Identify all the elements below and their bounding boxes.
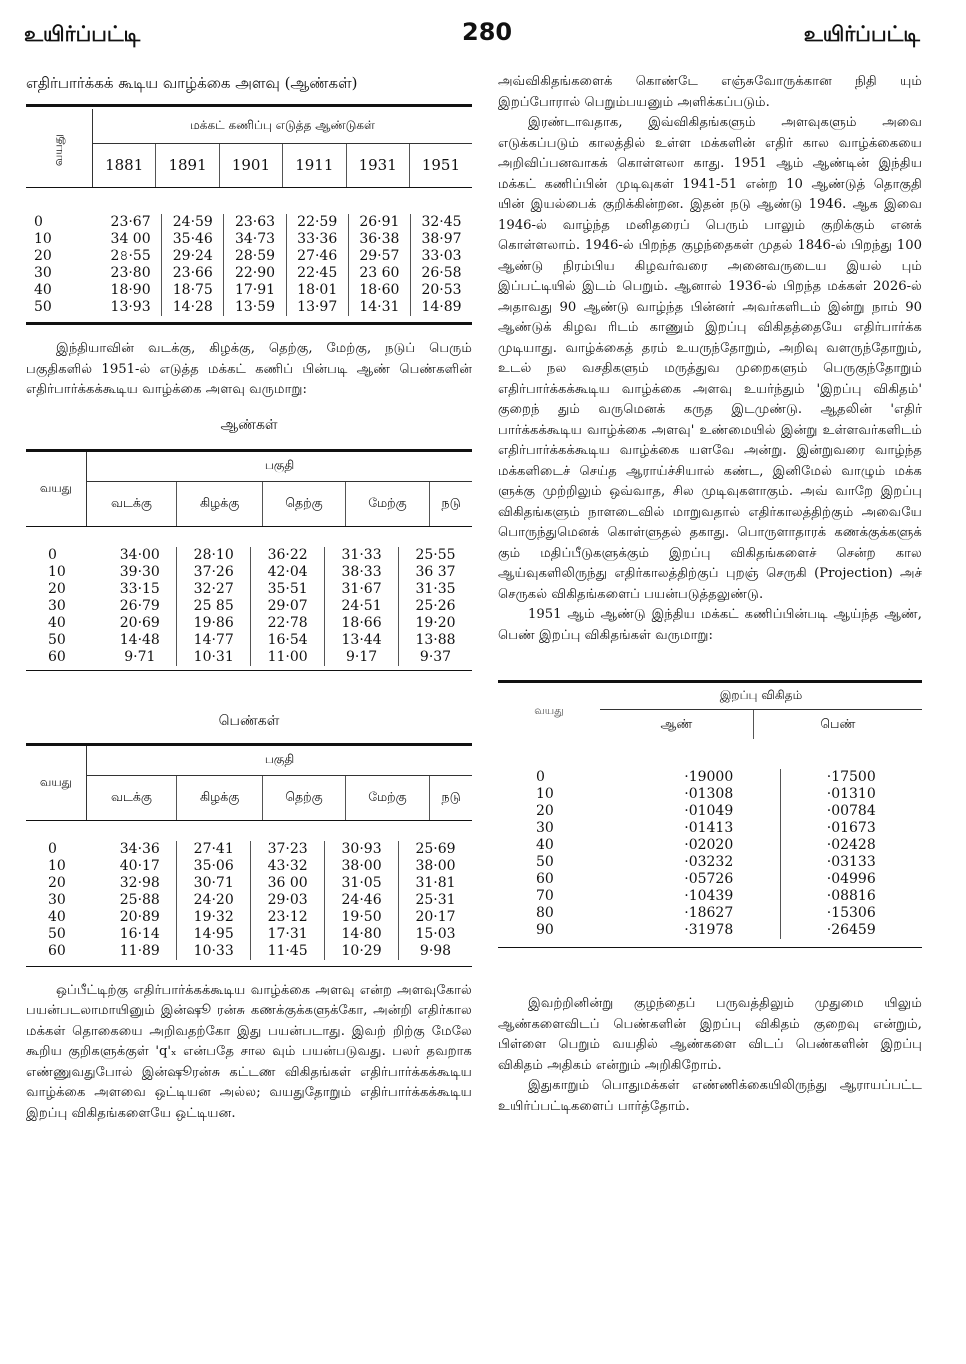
table1-age-label: வயது xyxy=(51,133,65,167)
paragraph-second: இரண்டாவதாக, இவ்விகிதங்களும் அளவுகளும் அவை எடுக்கப்படும் காலத்தில் உள்ள மக்களின் எதிர் கால வாழ்க்கையை அறிவிப்பனவாகக் கொள்ளலா காது. 1951 ஆம் ஆண்டின் இந்திய மக்கட் கணிப்பின் முடிவுகள் 1941-51 என்ற 10 ஆண்டுத் தொகுதி யின் இயல்பைக் குறிக்கின்றன. இதன் நடு ஆண்டு 1946. ஆக இவை 1946-ல் வாழ்ந்த மனிதரைப் பெரும் பாலும் குறிக்கும் எனக் கொள்ளலாம். 1946-ல் பிறந்த குழந்தைகள் முதல் 1846-ல் பிறந்து 100 ஆண்டு நிரம்பிய கிழவர்வரை அனைவருடைய இயல் பும் இப்பட்டியில் இடம் பெறும். ஆனால் 1936-ல் பிறந்த மக்கள் 2026-ல் அதாவது 90 ஆண்டு வாழ்ந்த பின்னர் அவர்களிடம் இன்று நாம் 90 ஆண்டுக் கிழவ ரிடம் காணும் இறப்பு விகிதத்தையே எதிர்பார்க்க முடியாது. வாழ்க்கைத் தரம் உயருந்தோறும், அறிவு வளருந்தோறும், உடல் நல வசதிகளும் மருத்துவ முறைகளும் பெருகுந்தோறும் எதிர்பார்க்கக்கூடிய வாழ்க்கை அளவு உயர்ந்தும் 'இறப்பு விகிதம்' குறைந் தும் வருமெனக் கருத இடமுண்டு. ஆதலின் 'எதிர் பார்க்கக்கூடிய வாழ்க்கை அளவு' உண்மையில் இன்று உள்ளவர்களிடம் எதிர்பார்க்கக்கூடிய வாழ்க்கை யளவே அன்று. இன்றுவரை வாழ்ந்த மக்களிடைச் செய்த ஆராய்ச்சியால் கண்ட, இனிமேல் வாழும் மக்க ளுக்கு முற்றிலும் ஒவ்வாத, சில முடிவுகளாகும். அவ் வாறே இறப்பு விகிதங்களும் நாளடைவில் மாறுவதால் எதிர்காலத்திற்கும் அவையே பொருந்துமெனக் கொள்ளுதல் தகாது. பொருளாதாரக் கணக்குக்களுக் கும் மதிப்பீடுகளுக்கும் இறப்பு விகிதங்களைச் சென்ற கால ஆய்வுகளிலிருந்து எதிர்காலத்திற்குப் புறஞ் செருகி (Projection) அச் செருகல் விகிதங்களைப் பயன்படுத்தலுண்டு. xyxy=(498,115,922,602)
table1-cell: 35·46 xyxy=(162,231,224,248)
table3-cell: 10·33 xyxy=(177,943,251,960)
table2-cell: 31·35 xyxy=(399,581,472,598)
running-header-right: உயிர்ப்பட்டி xyxy=(803,22,920,46)
table3-cell: 43·32 xyxy=(251,858,325,875)
table1-cell: 20·53 xyxy=(411,282,472,299)
table1-age: 0 xyxy=(34,214,43,230)
table3-cell: 14·80 xyxy=(325,926,399,943)
table3-row xyxy=(26,858,472,875)
table3-cell: 20·17 xyxy=(399,909,472,926)
table4-cell: ·02020 xyxy=(684,837,734,853)
table3-cell: 35·06 xyxy=(177,858,251,875)
running-header-left: உயிர்ப்பட்டி xyxy=(24,22,141,46)
table4-row xyxy=(498,871,922,888)
table4-row xyxy=(498,922,922,939)
table2-age: 30 xyxy=(48,597,66,614)
table4-cell: ·01673 xyxy=(780,820,922,837)
table2-row xyxy=(26,581,472,598)
table3-row xyxy=(26,926,472,943)
table3-cell: 19·32 xyxy=(177,909,251,926)
table1-cell: 22·45 xyxy=(286,265,348,282)
table3-region-header: தெற்கு xyxy=(263,776,345,820)
table1-cell: 29·24 xyxy=(162,248,224,265)
table4-row xyxy=(498,769,922,786)
table2-cell: 24·51 xyxy=(325,598,399,615)
table1-cell: 36·38 xyxy=(348,231,410,248)
table1-year-header: 1901 xyxy=(219,143,282,187)
table4-cell: ·01310 xyxy=(780,786,922,803)
table1-cell: 13·97 xyxy=(286,299,348,316)
table3-cell: 9·98 xyxy=(399,943,472,960)
table1-cell: 23·63 xyxy=(224,214,286,231)
table3-age: 30 xyxy=(48,891,66,908)
table3-cell: 11·89 xyxy=(119,942,160,959)
table3-age-label: வயது xyxy=(26,746,87,820)
table2-region-header: மேற்கு xyxy=(345,482,430,526)
page-number: 280 xyxy=(462,18,513,46)
table1-age: 20 xyxy=(34,248,52,264)
table4-age: 60 xyxy=(536,871,554,887)
right-column xyxy=(498,72,922,1117)
table3-cell: 10·29 xyxy=(325,943,399,960)
table2-cell: 36 37 xyxy=(399,564,472,581)
table2-cell: 9·37 xyxy=(399,649,472,666)
table1-year-header: 1891 xyxy=(156,143,219,187)
table3-cell: 36 00 xyxy=(251,875,325,892)
table4-cell: ·26459 xyxy=(780,922,922,939)
table2-body xyxy=(26,547,472,666)
table4-row xyxy=(498,837,922,854)
table3-cell: 25·69 xyxy=(399,841,472,858)
table1-row xyxy=(26,299,472,316)
table3-row xyxy=(26,909,472,926)
paragraph-closing: இதுகாறும் பொதுமக்கள் எண்ணிக்கையிலிருந்து ஆராயப்பட்ட உயிர்ப்பட்டிகளைப் பார்த்தோம். xyxy=(498,1078,922,1114)
table4-cell: ·31978 xyxy=(684,922,734,938)
table2 xyxy=(26,452,472,526)
table3-cell: 38·00 xyxy=(325,858,399,875)
table1-cell: 17·91 xyxy=(224,282,286,299)
table3-age: 0 xyxy=(48,840,57,857)
table3-cell: 38·00 xyxy=(399,858,472,875)
table4-age: 20 xyxy=(536,803,554,819)
table3-age: 10 xyxy=(48,857,66,874)
table3-age: 50 xyxy=(48,925,66,942)
table4-span-label: இறப்பு விகிதம் xyxy=(600,683,922,709)
table1-cell: 27·46 xyxy=(286,248,348,265)
table3-body xyxy=(26,841,472,960)
table2-row xyxy=(26,649,472,666)
table2-region-header: கிழக்கு xyxy=(176,482,262,526)
table1-year-header: 1881 xyxy=(105,156,144,175)
table2-cell: 25 85 xyxy=(177,598,251,615)
table2-cell: 14·77 xyxy=(177,632,251,649)
table1-age: 30 xyxy=(34,265,52,281)
table1-cell: 13·93 xyxy=(110,299,151,315)
table1-year-header: 1931 xyxy=(346,143,409,187)
table1-cell: 23·80 xyxy=(110,265,151,281)
table4-body xyxy=(498,769,922,939)
table2-cell: 10·31 xyxy=(177,649,251,666)
table2-cell: 33·15 xyxy=(119,580,160,597)
table2-cell: 31·67 xyxy=(325,581,399,598)
table1-cell: 2৪·55 xyxy=(110,248,151,264)
table2-subtitle: ஆண்கள் xyxy=(220,416,278,433)
table1-cell: 18·01 xyxy=(286,282,348,299)
table2-cell: 25·26 xyxy=(399,598,472,615)
table2-age: 20 xyxy=(48,580,66,597)
table2-cell: 31·33 xyxy=(325,547,399,564)
table2-cell: 9·71 xyxy=(124,648,156,665)
paragraph-continuation: அவ்விகிதங்களைக் கொண்டே எஞ்சுவோருக்கான நிதி யும் இறப்போரால் பெறும்பயனும் அளிக்கப்படும். xyxy=(498,74,922,110)
table1-cell: 22·90 xyxy=(224,265,286,282)
table4-cell: ·01049 xyxy=(684,803,734,819)
table1-cell: 13·59 xyxy=(224,299,286,316)
table3-cell: 32·98 xyxy=(119,874,160,891)
table2-region-header: நடு xyxy=(430,482,472,526)
table1-title: எதிர்பார்க்கக் கூடிய வாழ்க்கை அளவு (ஆண்கள்) xyxy=(26,74,358,92)
table2-row xyxy=(26,598,472,615)
table3-row xyxy=(26,892,472,909)
table2-row xyxy=(26,564,472,581)
paragraph-insurance: ஒப்பீட்டிற்கு எதிர்பார்க்கக்கூடிய வாழ்க்கை அளவு என்ற அளவுகோல் பயன்படலாமாயினும் இன்ஷூ ரன்சு கணக்குக்களுக்கோ, அன்றி எதிர்கால மக்கள் தொகையை அறிவதற்கோ இது பயன்படாது. இவற் றிற்கு மேலே கூறிய குறிகளுக்குள் 'q'ₓ என்பதே சால வும் பயன்படுவது. பலர் தவறாக எண்ணுவதுபோல் இன்ஷூரன்சு கட்டண விகிதங்கள் எதிர்பார்க்கக்கூடிய வாழ்க்கை அளவை ஒட்டியன அல்ல; வயதுதோறும் எதிர்பார்க்கக்கூடிய இறப்பு விகிதங்களையே ஒட்டியன. xyxy=(26,982,472,1121)
table3-age: 20 xyxy=(48,874,66,891)
table2-cell: 42·04 xyxy=(251,564,325,581)
paragraph-regions-intro: இந்தியாவின் வடக்கு, கிழக்கு, தெற்கு, மேற்கு, நடுப் பெரும் பகுதிகளில் 1951-ல் எடுத்த மக்கட் கணிப் பின்படி ஆண் பெண்களின் எதிர்பார்க்கக்கூடிய வாழ்க்கை அளவு வருமாறு: xyxy=(26,341,472,397)
table2-cell: 28·10 xyxy=(177,547,251,564)
table3 xyxy=(26,746,472,820)
table2-cell: 38·33 xyxy=(325,564,399,581)
table2-span-label: பகுதி xyxy=(87,452,473,482)
table3-cell: 27·41 xyxy=(177,841,251,858)
table1-age: 40 xyxy=(34,282,52,298)
table1-cell: 33·03 xyxy=(411,248,472,265)
table3-subtitle: பெண்கள் xyxy=(218,712,280,729)
table4-row xyxy=(498,820,922,837)
table3-cell: 25·31 xyxy=(399,892,472,909)
table4-cell: ·19000 xyxy=(684,769,734,785)
table3-span-label: பகுதி xyxy=(87,746,473,776)
table4-age: 30 xyxy=(536,820,554,836)
table2-cell: 34·00 xyxy=(119,546,160,563)
table3-cell: 24·20 xyxy=(177,892,251,909)
table3-cell: 16·14 xyxy=(119,925,160,942)
table1-cell: 26·58 xyxy=(411,265,472,282)
table1-cell: 24·59 xyxy=(162,214,224,231)
table4-cell: ·05726 xyxy=(684,871,734,887)
table2-age: 60 xyxy=(48,648,66,665)
table2-region-header: தெற்கு xyxy=(263,482,345,526)
table1-cell: 32·45 xyxy=(411,214,472,231)
table1-body xyxy=(26,214,472,316)
table3-cell: 17·31 xyxy=(251,926,325,943)
table1-row xyxy=(26,214,472,231)
table2-age: 10 xyxy=(48,563,66,580)
table3-cell: 30·93 xyxy=(325,841,399,858)
table3-cell: 14·95 xyxy=(177,926,251,943)
table4-age: 90 xyxy=(536,922,554,938)
table2-cell: 11·00 xyxy=(251,649,325,666)
table2-age-label: வயது xyxy=(26,452,87,526)
table3-cell: 25·88 xyxy=(119,891,160,908)
table3-region-header: கிழக்கு xyxy=(176,776,262,820)
table3-cell: 30·71 xyxy=(177,875,251,892)
table1-span-label: மக்கட் கணிப்பு எடுத்த ஆண்டுகள் xyxy=(93,109,473,143)
table1-cell: 14·89 xyxy=(411,299,472,316)
table4-cell: ·00784 xyxy=(780,803,922,820)
table4-row xyxy=(498,905,922,922)
table1-age: 50 xyxy=(34,299,52,315)
table2-cell: 13·88 xyxy=(399,632,472,649)
table3-cell: 24·46 xyxy=(325,892,399,909)
table3-cell: 40·17 xyxy=(119,857,160,874)
table3-cell: 29·03 xyxy=(251,892,325,909)
table1-cell: 18·75 xyxy=(162,282,224,299)
table2-age: 0 xyxy=(48,546,57,563)
table4-age-label: வயது xyxy=(534,703,564,717)
table4-col-header: பெண் xyxy=(753,709,922,739)
table3-age: 40 xyxy=(48,908,66,925)
table2-cell: 19·20 xyxy=(399,615,472,632)
table2-cell: 9·17 xyxy=(325,649,399,666)
table3-cell: 11·45 xyxy=(251,943,325,960)
table3-region-header: நடு xyxy=(430,776,472,820)
table1-cell: 33·36 xyxy=(286,231,348,248)
table4-age: 40 xyxy=(536,837,554,853)
table1-cell: 34·73 xyxy=(224,231,286,248)
left-column xyxy=(26,74,472,1124)
table4-age: 10 xyxy=(536,786,554,802)
table4-cell: ·10439 xyxy=(684,888,734,904)
table2-cell: 22·78 xyxy=(251,615,325,632)
table2-row xyxy=(26,615,472,632)
table4-cell: ·15306 xyxy=(780,905,922,922)
table1 xyxy=(26,109,472,187)
table1-age: 10 xyxy=(34,231,52,247)
table1-cell: 14·28 xyxy=(162,299,224,316)
table3-age: 60 xyxy=(48,942,66,959)
table3-cell: 31·81 xyxy=(399,875,472,892)
table4-age: 50 xyxy=(536,854,554,870)
table4-cell: ·03133 xyxy=(780,854,922,871)
table4-cell: ·02428 xyxy=(780,837,922,854)
table1-row xyxy=(26,248,472,265)
table2-cell: 29·07 xyxy=(251,598,325,615)
table2-cell: 16·54 xyxy=(251,632,325,649)
table2-cell: 36·22 xyxy=(251,547,325,564)
table4-age: 80 xyxy=(536,905,554,921)
paragraph-death-rates-intro: 1951 ஆம் ஆண்டு இந்திய மக்கட் கணிப்பின்படி ஆய்ந்த ஆண், பெண் இறப்பு விகிதங்கள் வருமாறு: xyxy=(498,607,922,643)
table4-col-header: ஆண் xyxy=(660,715,693,731)
table1-cell: 23 60 xyxy=(348,265,410,282)
table1-row xyxy=(26,265,472,282)
table1-row xyxy=(26,282,472,299)
table3-cell: 23·12 xyxy=(251,909,325,926)
table3-region-header: வடக்கு xyxy=(110,789,152,805)
table4-age: 0 xyxy=(536,769,545,785)
table2-age: 50 xyxy=(48,631,66,648)
table4-age: 70 xyxy=(536,888,554,904)
table1-cell: 23·66 xyxy=(162,265,224,282)
table2-cell: 20·69 xyxy=(119,614,160,631)
table4-cell: ·08816 xyxy=(780,888,922,905)
table4-cell: ·01413 xyxy=(684,820,734,836)
table1-cell: 22·59 xyxy=(286,214,348,231)
table2-age: 40 xyxy=(48,614,66,631)
table3-cell: 31·05 xyxy=(325,875,399,892)
table3-row xyxy=(26,875,472,892)
table1-cell: 29·57 xyxy=(348,248,410,265)
table4 xyxy=(498,683,922,739)
table4-cell: ·01308 xyxy=(684,786,734,802)
table3-cell: 20·89 xyxy=(119,908,160,925)
table2-cell: 18·66 xyxy=(325,615,399,632)
table2-row xyxy=(26,547,472,564)
table4-row xyxy=(498,888,922,905)
table4-row xyxy=(498,786,922,803)
table1-year-header: 1911 xyxy=(283,143,346,187)
table2-region-header: வடக்கு xyxy=(110,495,152,511)
table1-row xyxy=(26,231,472,248)
table1-year-header: 1951 xyxy=(409,143,472,187)
paragraph-findings: இவற்றினின்று குழந்தைப் பருவத்திலும் முதுமை யிலும் ஆண்களைவிடப் பெண்களின் இறப்பு விகிதம் குறைவு என்றும், பிள்ளை பெறும் வயதில் ஆண்களை விடப் பெண்களின் இறப்பு விகிதம் அதிகம் என்றும் அறிகிறோம். xyxy=(498,996,922,1073)
table2-cell: 32·27 xyxy=(177,581,251,598)
table1-cell: 26·91 xyxy=(348,214,410,231)
table4-cell: ·18627 xyxy=(684,905,734,921)
table3-region-header: மேற்கு xyxy=(345,776,430,820)
table1-cell: 28·59 xyxy=(224,248,286,265)
table1-cell: 18·90 xyxy=(110,282,151,298)
table1-cell: 18·60 xyxy=(348,282,410,299)
table3-row xyxy=(26,841,472,858)
table1-cell: 14·31 xyxy=(348,299,410,316)
table2-cell: 14·48 xyxy=(119,631,160,648)
table1-cell: 38·97 xyxy=(411,231,472,248)
table1-cell: 23·67 xyxy=(110,214,151,230)
table3-cell: 19·50 xyxy=(325,909,399,926)
table2-cell: 13·44 xyxy=(325,632,399,649)
table3-row xyxy=(26,943,472,960)
table4-row xyxy=(498,854,922,871)
table2-cell: 26·79 xyxy=(119,597,160,614)
table4-cell: ·03232 xyxy=(684,854,734,870)
table1-cell: 34 00 xyxy=(110,231,151,247)
table4-cell: ·17500 xyxy=(780,769,922,786)
table2-cell: 39·30 xyxy=(119,563,160,580)
table3-cell: 37·23 xyxy=(251,841,325,858)
table3-cell: 34·36 xyxy=(119,840,160,857)
table4-cell: ·04996 xyxy=(780,871,922,888)
table2-cell: 37·26 xyxy=(177,564,251,581)
table2-cell: 25·55 xyxy=(399,547,472,564)
table3-cell: 15·03 xyxy=(399,926,472,943)
table2-cell: 35·51 xyxy=(251,581,325,598)
table4-row xyxy=(498,803,922,820)
table2-cell: 19·86 xyxy=(177,615,251,632)
table2-row xyxy=(26,632,472,649)
